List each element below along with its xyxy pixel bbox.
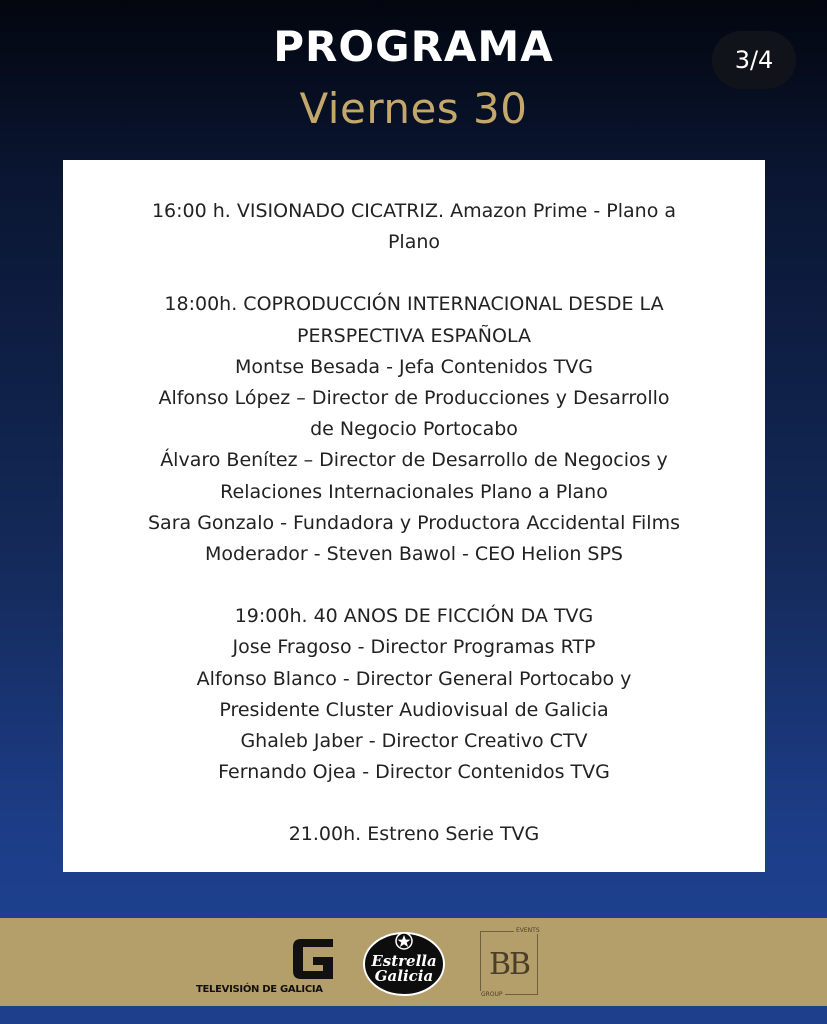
program-item: [63, 819, 765, 850]
estrella-text-2: Galicia: [374, 967, 434, 985]
program-line: 21.00h. Estreno Serie TVG: [288, 823, 540, 846]
program-item: [63, 289, 765, 570]
bb-group-text: GROUP: [481, 991, 503, 998]
program-line: Relaciones Internacionales Plano a Plano: [220, 480, 608, 503]
program-line: Sara Gonzalo - Fundadora y Productora Accidental Films: [148, 511, 680, 534]
program-item: [63, 196, 765, 258]
estrella-galicia-logo: [362, 928, 446, 996]
program-line: Montse Besada - Jefa Contenidos TVG: [234, 355, 594, 378]
program-line: PERSPECTIVA ESPAÑOLA: [297, 324, 531, 347]
program-line: Jose Fragoso - Director Programas RTP: [232, 636, 596, 659]
program-item: [63, 601, 765, 788]
page-subtitle: Viernes 30: [299, 84, 528, 133]
program-card: [63, 160, 765, 872]
tvg-logo: [196, 935, 341, 997]
program-line: Plano: [387, 231, 441, 254]
program-line: 18:00h. COPRODUCCIÓN INTERNACIONAL DESDE LA: [164, 293, 664, 316]
page-indicator[interactable]: 3/4: [712, 31, 796, 89]
bottom-strip: [0, 1006, 827, 1024]
program-line: Fernando Ojea - Director Contenidos TVG: [218, 761, 610, 784]
bb-events-text: EVENTS: [516, 927, 540, 934]
page-title: PROGRAMA: [273, 22, 554, 71]
program-line: Alfonso López – Director de Producciones y Desarrollo: [158, 387, 670, 410]
program-list: [63, 196, 765, 882]
program-line: Álvaro Benítez – Director de Desarrollo de Negocios y: [160, 449, 668, 472]
program-line: Presidente Cluster Audiovisual de Galicia: [219, 698, 609, 721]
program-line: de Negocio Portocabo: [310, 418, 518, 441]
program-line: 16:00 h. VISIONADO CICATRIZ. Amazon Prime - Plano a: [151, 200, 677, 222]
program-line: Ghaleb Jaber - Director Creativo CTV: [240, 730, 588, 753]
bb-text: BB: [488, 947, 530, 982]
tvg-g-icon: [289, 935, 337, 983]
program-line: Alfonso Blanco - Director General Portocabo y: [196, 667, 632, 690]
bb-group-logo: [476, 925, 542, 1001]
estrella-text-1: Estrella: [371, 952, 437, 970]
tvg-logo-text: TELEVISIÓN DE GALICIA: [196, 984, 323, 995]
program-line: 19:00h. 40 ANOS DE FICCIÓN DA TVG: [234, 605, 594, 628]
program-line: Moderador - Steven Bawol - CEO Helion SPS: [204, 543, 623, 566]
